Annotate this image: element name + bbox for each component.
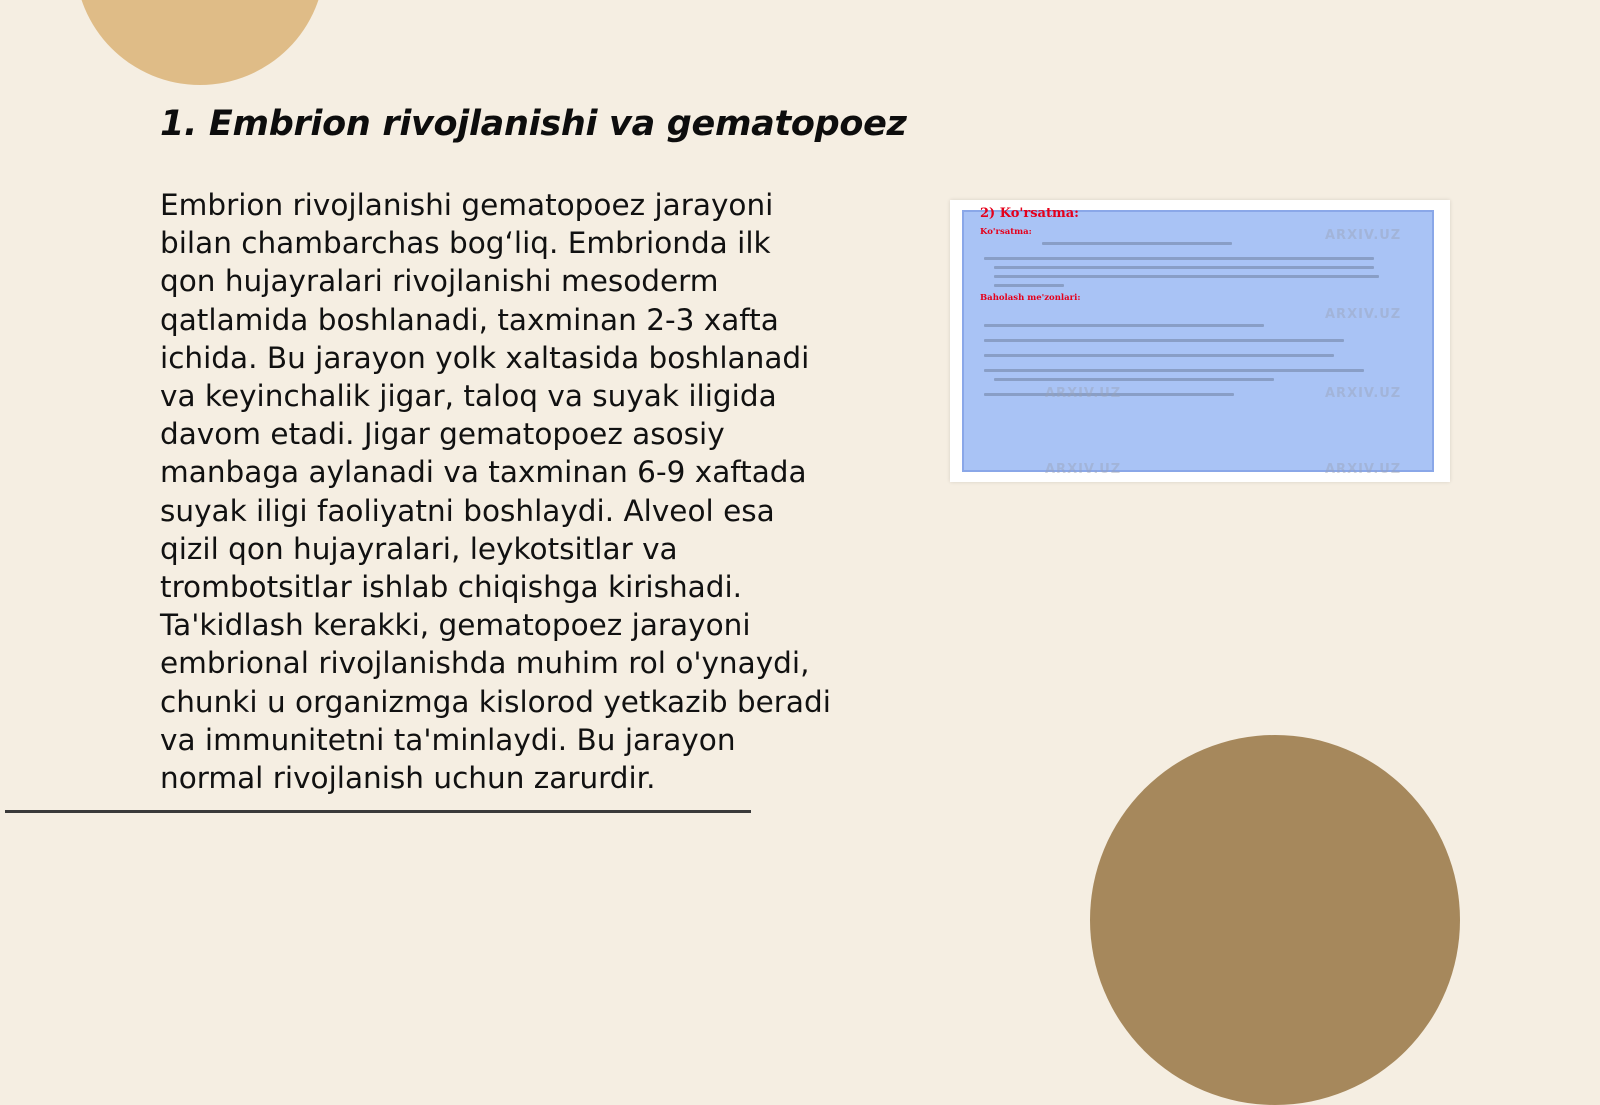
watermark-text: ARXIV.UZ	[1045, 462, 1122, 477]
watermark-text: ARXIV.UZ	[1325, 228, 1402, 243]
slide-title: 1. Embrion rivojlanishi va gematopoez	[160, 104, 907, 144]
document-screenshot-body	[962, 210, 1434, 472]
image-criteria-heading: Baholash me'zonlari:	[980, 293, 1081, 303]
watermark-text: ARXIV.UZ	[1325, 386, 1402, 401]
slide-body-text: Embrion rivojlanishi gematopoez jarayoni bilan chambarchas bog‘liq. Embrionda ilk qon hujayralari rivojlanishi mesoderm qatlamida boshlanadi, taxminan 2-3 xafta ichida. Bu jarayon yolk xaltasida boshlanadi va keyinchalik jigar, taloq va suyak iligida davom etadi. Jigar gematopoez asosiy manbaga aylanadi va taxminan 6-9 xaftada suyak iligi faoliyatni boshlaydi. Alveol esa qizil qon hujayralari, leykotsitlar va trombotsitlar ishlab chiqishga kirishadi. Ta'kidlash kerakki, gematopoez jarayoni embrional rivojlanishda muhim rol o'ynaydi, chunki u organizmga kislorod yetkazib beradi va immunitetni ta'minlaydi. Bu jarayon normal rivojlanish uchun zarurdir.	[160, 188, 831, 796]
watermark-text: ARXIV.UZ	[1325, 307, 1402, 322]
divider-line	[5, 810, 751, 813]
image-heading: 2) Ko'rsatma:	[980, 206, 1079, 221]
watermark-text: ARXIV.UZ	[1045, 386, 1122, 401]
watermark-text: ARXIV.UZ	[1325, 462, 1402, 477]
decorative-circle-bottom	[1090, 735, 1460, 1105]
document-screenshot-image	[950, 200, 1450, 482]
image-subheading: Ko'rsatma:	[980, 227, 1032, 237]
decorative-circle-top	[75, 0, 325, 85]
